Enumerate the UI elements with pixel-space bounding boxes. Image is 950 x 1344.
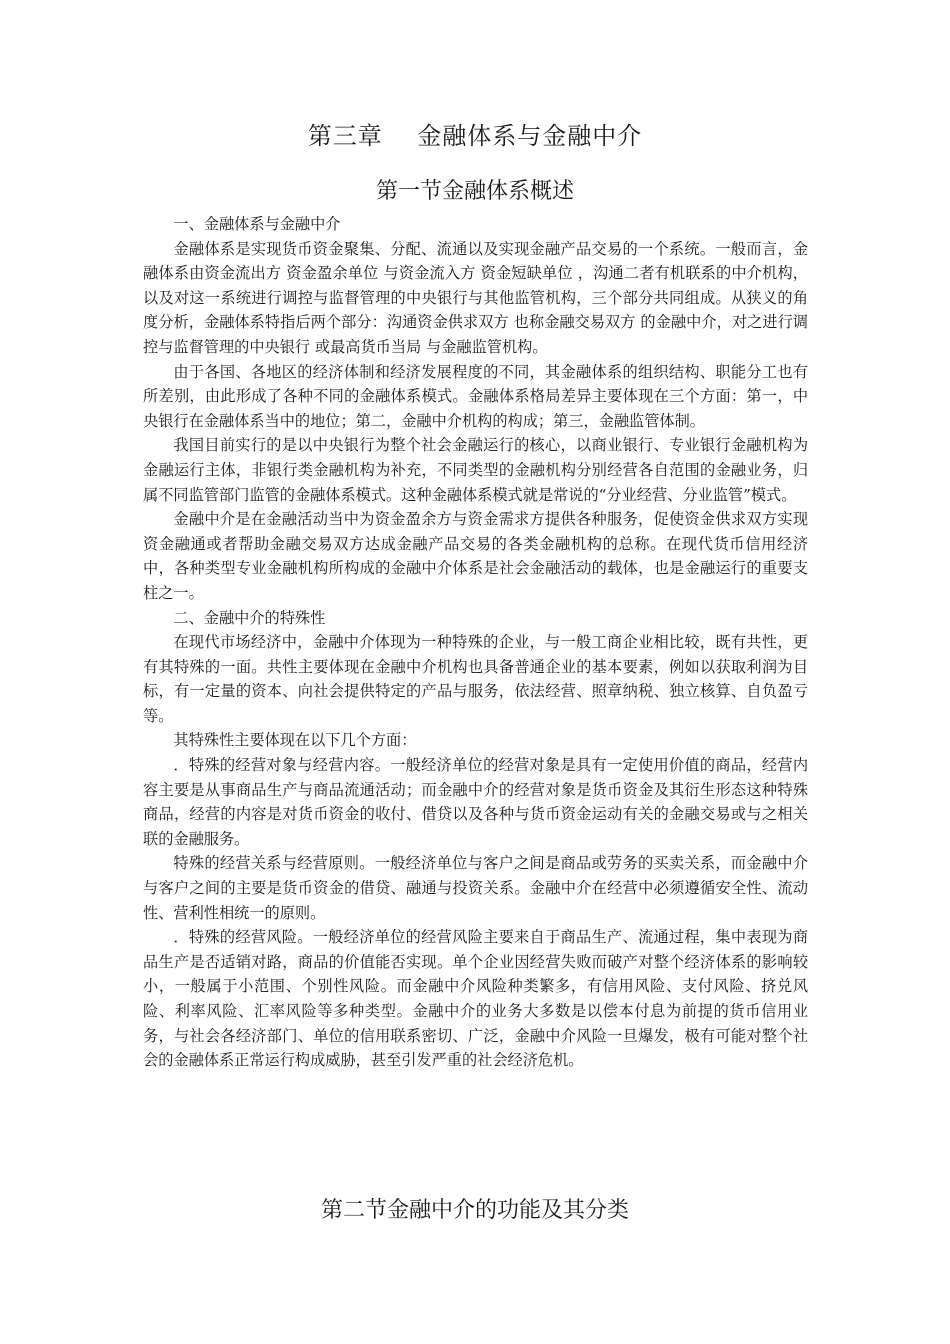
paragraph: 由于各国、各地区的经济体制和经济发展程度的不同，其金融体系的组织结构、职能分工也有所差别，由此形成了各种不同的金融体系模式。金融体系格局差异主要体现在三个方面：第一，中央银行在金融体系当中的地位；第二，金融中介机构的构成；第三，金融监管体制。 — [143, 362, 808, 430]
paragraph: ．特殊的经营风险。一般经济单位的经营风险主要来自于商品生产、流通过程，集中表现为商品生产是否适销对路，商品的价值能否实现。单个企业因经营失败而破产对整个经济体系的影响较小，一般属于小范围、个别性风险。而金融中介风险种类繁多，有信用风险、支付风险、挤兑风险、利率风险、汇率风险等多种类型。金融中介的业务大多数是以偿本付息为前提的货币信用业务，与社会各经济部门、单位的信用联系密切、广泛，金融中介风险一旦爆发，极有可能对整个社会的金融体系正常运行构成威胁，甚至引发严重的社会经济危机。 — [143, 928, 808, 1070]
document-body — [143, 212, 808, 1073]
chapter-title: 第三章 金融体系与金融中介 — [307, 122, 643, 150]
paragraph: 特殊的经营关系与经营原则。一般经济单位与客户之间是商品或劳务的买卖关系，而金融中介与客户之间的主要是货币资金的借贷、融通与投资关系。金融中介在经营中必须遵循安全性、流动性、营利性相统一的原则。 — [143, 854, 808, 922]
paragraph: 在现代市场经济中，金融中介体现为一种特殊的企业，与一般工商企业相比较，既有共性，更有其特殊的一面。共性主要体现在金融中介机构也具备普通企业的基本要素，例如以获取利润为目标，有一定量的资本、向社会提供特定的产品与服务，依法经营、照章纳税、独立核算、自负盈亏等。 — [143, 633, 808, 725]
subheading: 一、金融体系与金融中介 — [173, 215, 341, 233]
subheading: 二、金融中介的特殊性 — [173, 608, 326, 627]
paragraph: ．特殊的经营对象与经营内容。一般经济单位的经营对象是具有一定使用价值的商品，经营内容主要是从事商品生产与商品流通活动；而金融中介的经营对象是货币资金及其衍生形态这种特殊商品，经营的内容是对货币资金的收付、借贷以及各种与货币资金运动有关的金融交易或与之相关联的金融服务。 — [143, 756, 808, 848]
section-title: 第一节金融体系概述 — [375, 179, 574, 204]
paragraph: 金融体系是实现货币资金聚集、分配、流通以及实现金融产品交易的一个系统。一般而言，金融体系由资金流出方 资金盈余单位 与资金流入方 资金短缺单位 ，沟通二者有机联系的中介机构，以及对这一系统进行调控与监督管理的中央银行与其他监管机构，三个部分共同组成。从狭义的角度分析，金融体系特指后两个部分：沟通资金供求双方 也称金融交易双方 的金融中介，对之进行调控与监督管理的中央银行 或最高货币当局 与金融监管机构。 — [143, 239, 808, 356]
paragraph: 我国目前实行的是以中央银行为整个社会金融运行的核心，以商业银行、专业银行金融机构为金融运行主体，非银行类金融机构为补充，不同类型的金融机构分别经营各自范围的金融业务，归属不同监管部门监管的金融体系模式。这种金融体系模式就是常说的“分业经营、分业监管”模式。 — [143, 436, 808, 504]
section-title: 第二节金融中介的功能及其分类 — [320, 1198, 629, 1223]
paragraph: 其特殊性主要体现在以下几个方面： — [173, 731, 417, 750]
paragraph: 金融中介是在金融活动当中为资金盈余方与资金需求方提供各种服务，促使资金供求双方实现资金融通或者帮助金融交易双方达成金融产品交易的各类金融机构的总称。在现代货币信用经济中，各种类型专业金融机构所构成的金融中介体系是社会金融活动的载体，也是金融运行的重要支柱之一。 — [143, 510, 808, 602]
